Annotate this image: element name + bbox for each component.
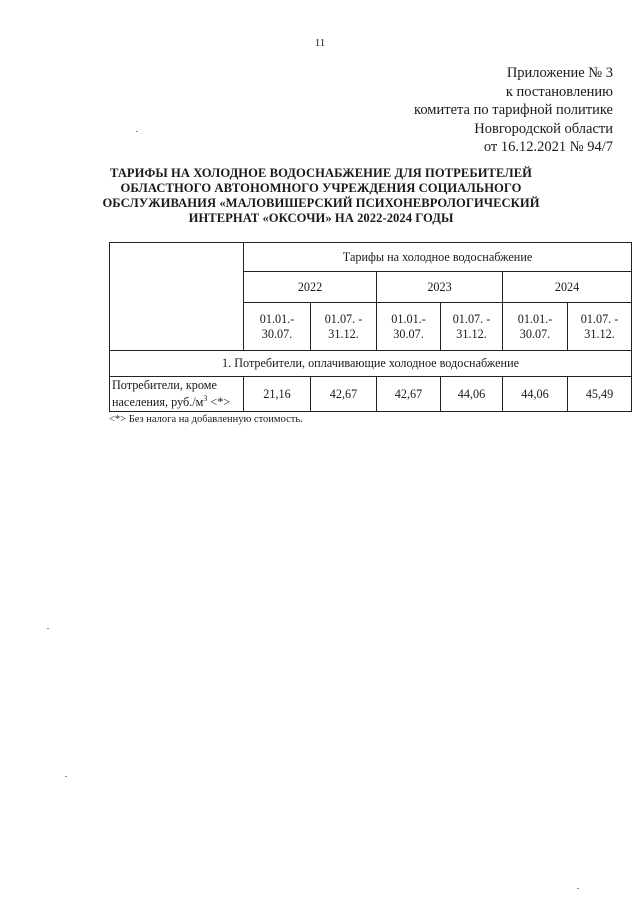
period-cell <box>244 303 311 351</box>
scan-speck <box>577 888 579 889</box>
title-line: ОБСЛУЖИВАНИЯ «МАЛОВИШЕРСКИЙ ПСИХОНЕВРОЛОГИЧЕСКИЙ <box>102 196 540 210</box>
page-number: 11 <box>314 37 326 49</box>
table-header-row <box>110 243 632 272</box>
scan-speck <box>65 776 67 777</box>
appendix-line: комитета по тарифной политике <box>414 102 613 118</box>
section-label-cell: 1. Потребители, оплачивающие холодное водоснабжение <box>110 351 632 377</box>
period-start: 01.01.- <box>517 311 553 326</box>
group-header-cell: Тарифы на холодное водоснабжение <box>244 243 632 272</box>
section-row <box>110 351 632 377</box>
tariff-value-cell: 45,49 <box>568 377 632 412</box>
title-line: ИНТЕРНАТ «ОКСОЧИ» НА 2022-2024 ГОДЫ <box>188 211 454 225</box>
tariff-table <box>109 242 632 412</box>
period-start: 01.07. - <box>580 311 619 326</box>
period-end: 30.07. <box>519 326 551 341</box>
consumer-line <box>112 392 243 409</box>
tariff-value-cell: 44,06 <box>503 377 568 412</box>
period-end: 31.12. <box>328 326 359 341</box>
title-line: ОБЛАСТНОГО АВТОНОМНОГО УЧРЕЖДЕНИЯ СОЦИАЛЬНОГО <box>120 181 522 195</box>
tariff-value-cell: 21,16 <box>244 377 311 412</box>
period-end: 31.12. <box>456 326 487 341</box>
period-cell <box>311 303 377 351</box>
period-start: 01.01.- <box>391 311 426 326</box>
tariff-value-cell: 44,06 <box>441 377 503 412</box>
appendix-line: Новгородской области <box>474 120 613 137</box>
document-title <box>100 166 542 226</box>
consumer-unit: населения, руб./м <box>112 395 204 410</box>
unit-superscript: 3 <box>203 394 208 404</box>
year-cell: 2022 <box>244 272 377 303</box>
tariff-value-cell: 42,67 <box>311 377 377 412</box>
period-cell <box>377 303 441 351</box>
period-end: 30.07. <box>261 326 293 341</box>
period-start: 01.07. - <box>324 311 363 326</box>
period-start: 01.01.- <box>259 311 295 326</box>
footnote-marker: <*> <box>207 395 231 410</box>
period-cell <box>441 303 503 351</box>
footnote: <*> Без налога на добавленную стоимость. <box>109 414 303 425</box>
period-end: 30.07. <box>393 326 424 341</box>
appendix-block <box>414 64 613 157</box>
period-cell <box>568 303 632 351</box>
period-end: 31.12. <box>584 326 615 341</box>
period-start: 01.07. - <box>452 311 491 326</box>
consumer-header-cell <box>110 243 244 351</box>
appendix-line: Приложение № 3 <box>506 65 613 81</box>
year-cell: 2024 <box>503 272 632 303</box>
consumer-line: Потребители, кроме <box>112 378 217 393</box>
year-cell: 2023 <box>377 272 503 303</box>
tariff-value-cell: 42,67 <box>377 377 441 412</box>
appendix-line: к постановлению <box>505 83 613 100</box>
consumer-cell <box>110 377 244 412</box>
scan-speck <box>136 131 138 132</box>
title-line: ТАРИФЫ НА ХОЛОДНОЕ ВОДОСНАБЖЕНИЕ ДЛЯ ПОТРЕБИТЕЛЕЙ <box>109 166 533 180</box>
scan-speck <box>47 628 49 629</box>
period-cell <box>503 303 568 351</box>
table-row <box>110 377 632 412</box>
appendix-line: от 16.12.2021 № 94/7 <box>483 139 613 155</box>
